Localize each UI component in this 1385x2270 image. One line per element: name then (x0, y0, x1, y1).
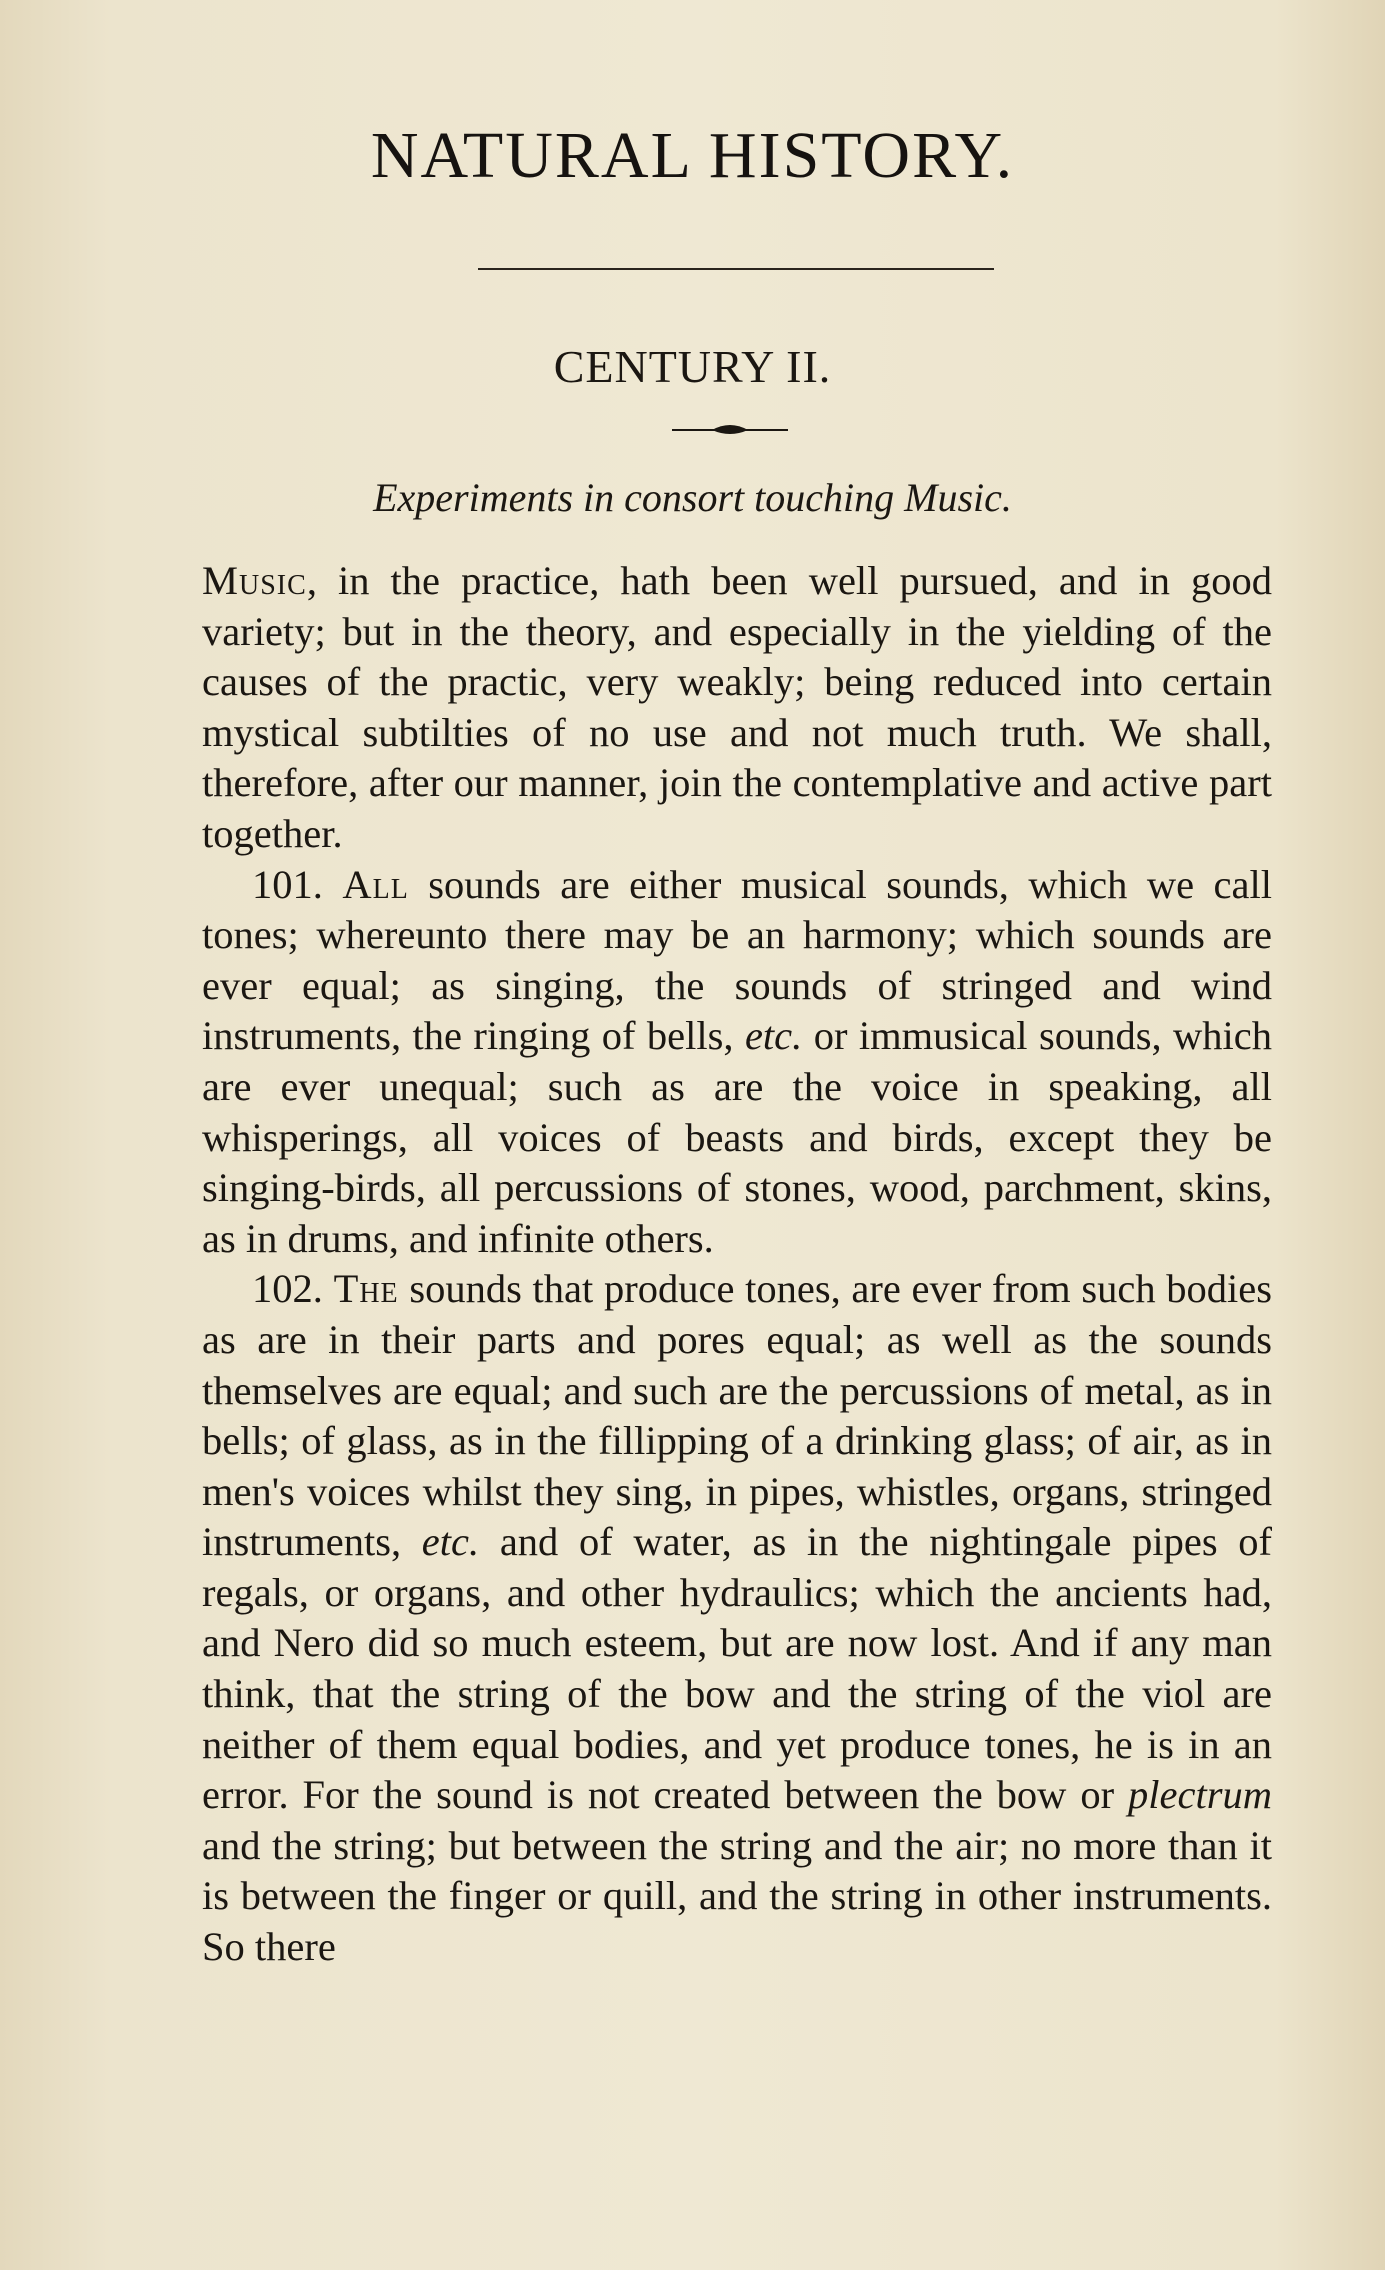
ornament-dash-icon (670, 418, 790, 442)
paragraph-102 (202, 1264, 1272, 1972)
body-text (202, 556, 1272, 1973)
drop-word: The (333, 1266, 399, 1312)
italic-plectrum: plectrum (1128, 1772, 1272, 1818)
paragraph-text: , in the practice, hath been well pursued, and in good variety; but in the theory, and especially in the yielding of the causes of the practic, very weakly; being reduced into certain mystical subtilties of no use and not much truth. We shall, therefore, after our manner, join the contemplative and active part together. (202, 558, 1272, 856)
paragraph-number: 101. (252, 861, 323, 907)
paragraph-text: sounds that produce tones, are ever from such bodies as are in their parts and pores equal; as well as the sounds themselves are equal; and such are the percussions of metal, as in bells; of glass, as in the fillipping of a drinking glass; of air, as in men's voices whilst they sing, in pipes, whistles, organs, stringed instruments, (202, 1266, 1273, 1565)
italic-etc: etc. (744, 1013, 803, 1059)
running-head: NATURAL HISTORY. (370, 119, 1015, 192)
paragraph-text: sounds are either musical sounds, which we call tones; whereunto there may be an harmony; which sounds are ever equal; as singing, the sounds of stringed and wind instruments, the ringing of bells, (202, 861, 1272, 1059)
paragraph-text: or immusical sounds, which are ever unequal; such as are the voice in speaking, all whisperings, all voices of beasts and birds, except they be singing-birds, all percussions of stones, wood, parchment, skins, as in drums, and infinite others. (202, 1013, 1272, 1261)
paragraph-number: 102. (252, 1266, 323, 1312)
paragraph-101 (202, 860, 1272, 1265)
header-rule (478, 268, 994, 270)
drop-word: All (342, 861, 409, 907)
century-heading: CENTURY II. (553, 341, 832, 392)
italic-etc: etc. (421, 1519, 480, 1565)
intro-paragraph (202, 556, 1272, 860)
paragraph-text: and of water, as in the nightingale pipes of regals, or organs, and other hydraulics; which the ancients had, and Nero did so much esteem, but are now lost. And if any man think, that the string of the bow and the string of the viol are neither of them equal bodies, and yet produce tones, he is in an error. For the sound is not created between the bow or (202, 1519, 1272, 1818)
section-subtitle: Experiments in consort touching Music. (373, 475, 1012, 520)
paragraph-text: and the string; but between the string and the air; no more than it is between the finger or quill, and the string in other instruments. So there (202, 1822, 1272, 1970)
drop-word: Music (202, 558, 307, 603)
